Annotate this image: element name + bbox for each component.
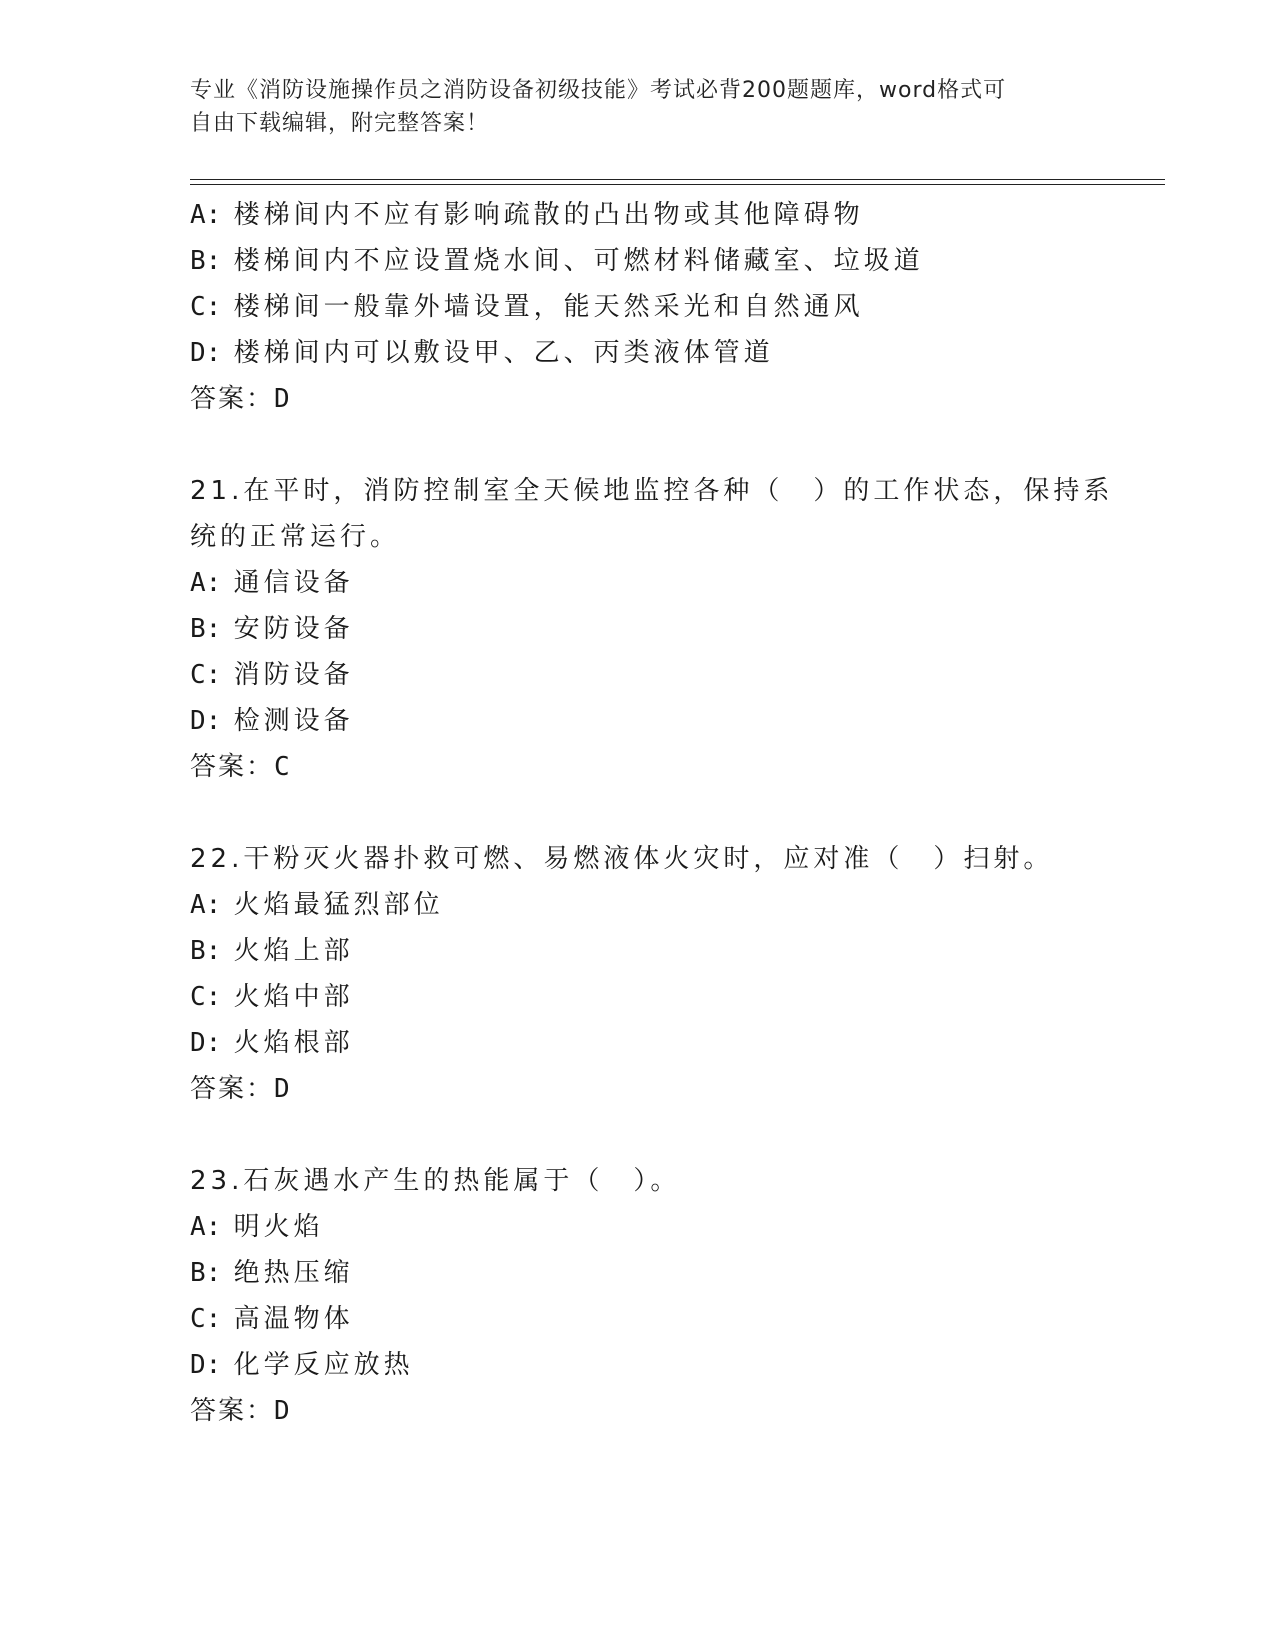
question-stem: 21.在平时，消防控制室全天候地监控各种（ ）的工作状态，保持系: [190, 476, 1114, 506]
spacer: [190, 1112, 1120, 1158]
option-b: B: 安防设备: [190, 614, 354, 644]
answer-line: 答案：D: [190, 384, 290, 414]
option-a: A: 火焰最猛烈部位: [190, 890, 444, 920]
document-header: [190, 74, 1090, 140]
answer-line: 答案：D: [190, 1074, 290, 1104]
option-c: C: 高温物体: [190, 1304, 354, 1334]
option-a: A: 通信设备: [190, 568, 354, 598]
question-23: [190, 1158, 1120, 1434]
header-divider-top: [190, 179, 1165, 180]
option-d: D: 楼梯间内可以敷设甲、乙、丙类液体管道: [190, 338, 774, 368]
question-stem-continued: 统的正常运行。: [190, 522, 401, 552]
option-d: D: 检测设备: [190, 706, 354, 736]
answer-value: D: [274, 384, 290, 414]
question-list: [190, 192, 1120, 1434]
option-c: C: 楼梯间一般靠外墙设置，能天然采光和自然通风: [190, 292, 864, 322]
header-line-2: 自由下载编辑，附完整答案！: [190, 111, 490, 136]
answer-value: C: [274, 752, 290, 782]
answer-value: D: [274, 1396, 290, 1426]
question-stem: 22.干粉灭火器扑救可燃、易燃液体火灾时，应对准（ ）扫射。: [190, 844, 1054, 874]
header-divider-bottom: [190, 184, 1165, 185]
option-c: C: 消防设备: [190, 660, 354, 690]
question-20: [190, 192, 1120, 422]
answer-line: 答案：C: [190, 752, 290, 782]
question-stem: 23.石灰遇水产生的热能属于（ ）。: [190, 1166, 681, 1196]
option-d: D: 火焰根部: [190, 1028, 354, 1058]
option-d: D: 化学反应放热: [190, 1350, 414, 1380]
option-a: A: 楼梯间内不应有影响疏散的凸出物或其他障碍物: [190, 200, 864, 230]
option-b: B: 绝热压缩: [190, 1258, 354, 1288]
option-a: A: 明火焰: [190, 1212, 324, 1242]
option-b: B: 楼梯间内不应设置烧水间、可燃材料储藏室、垃圾道: [190, 246, 924, 276]
option-c: C: 火焰中部: [190, 982, 354, 1012]
header-line-1: 专业《消防设施操作员之消防设备初级技能》考试必背200题题库，word格式可: [190, 78, 1007, 103]
question-22: [190, 836, 1120, 1112]
option-b: B: 火焰上部: [190, 936, 354, 966]
question-21: [190, 468, 1120, 790]
answer-value: D: [274, 1074, 290, 1104]
answer-line: 答案：D: [190, 1396, 290, 1426]
spacer: [190, 422, 1120, 468]
spacer: [190, 790, 1120, 836]
